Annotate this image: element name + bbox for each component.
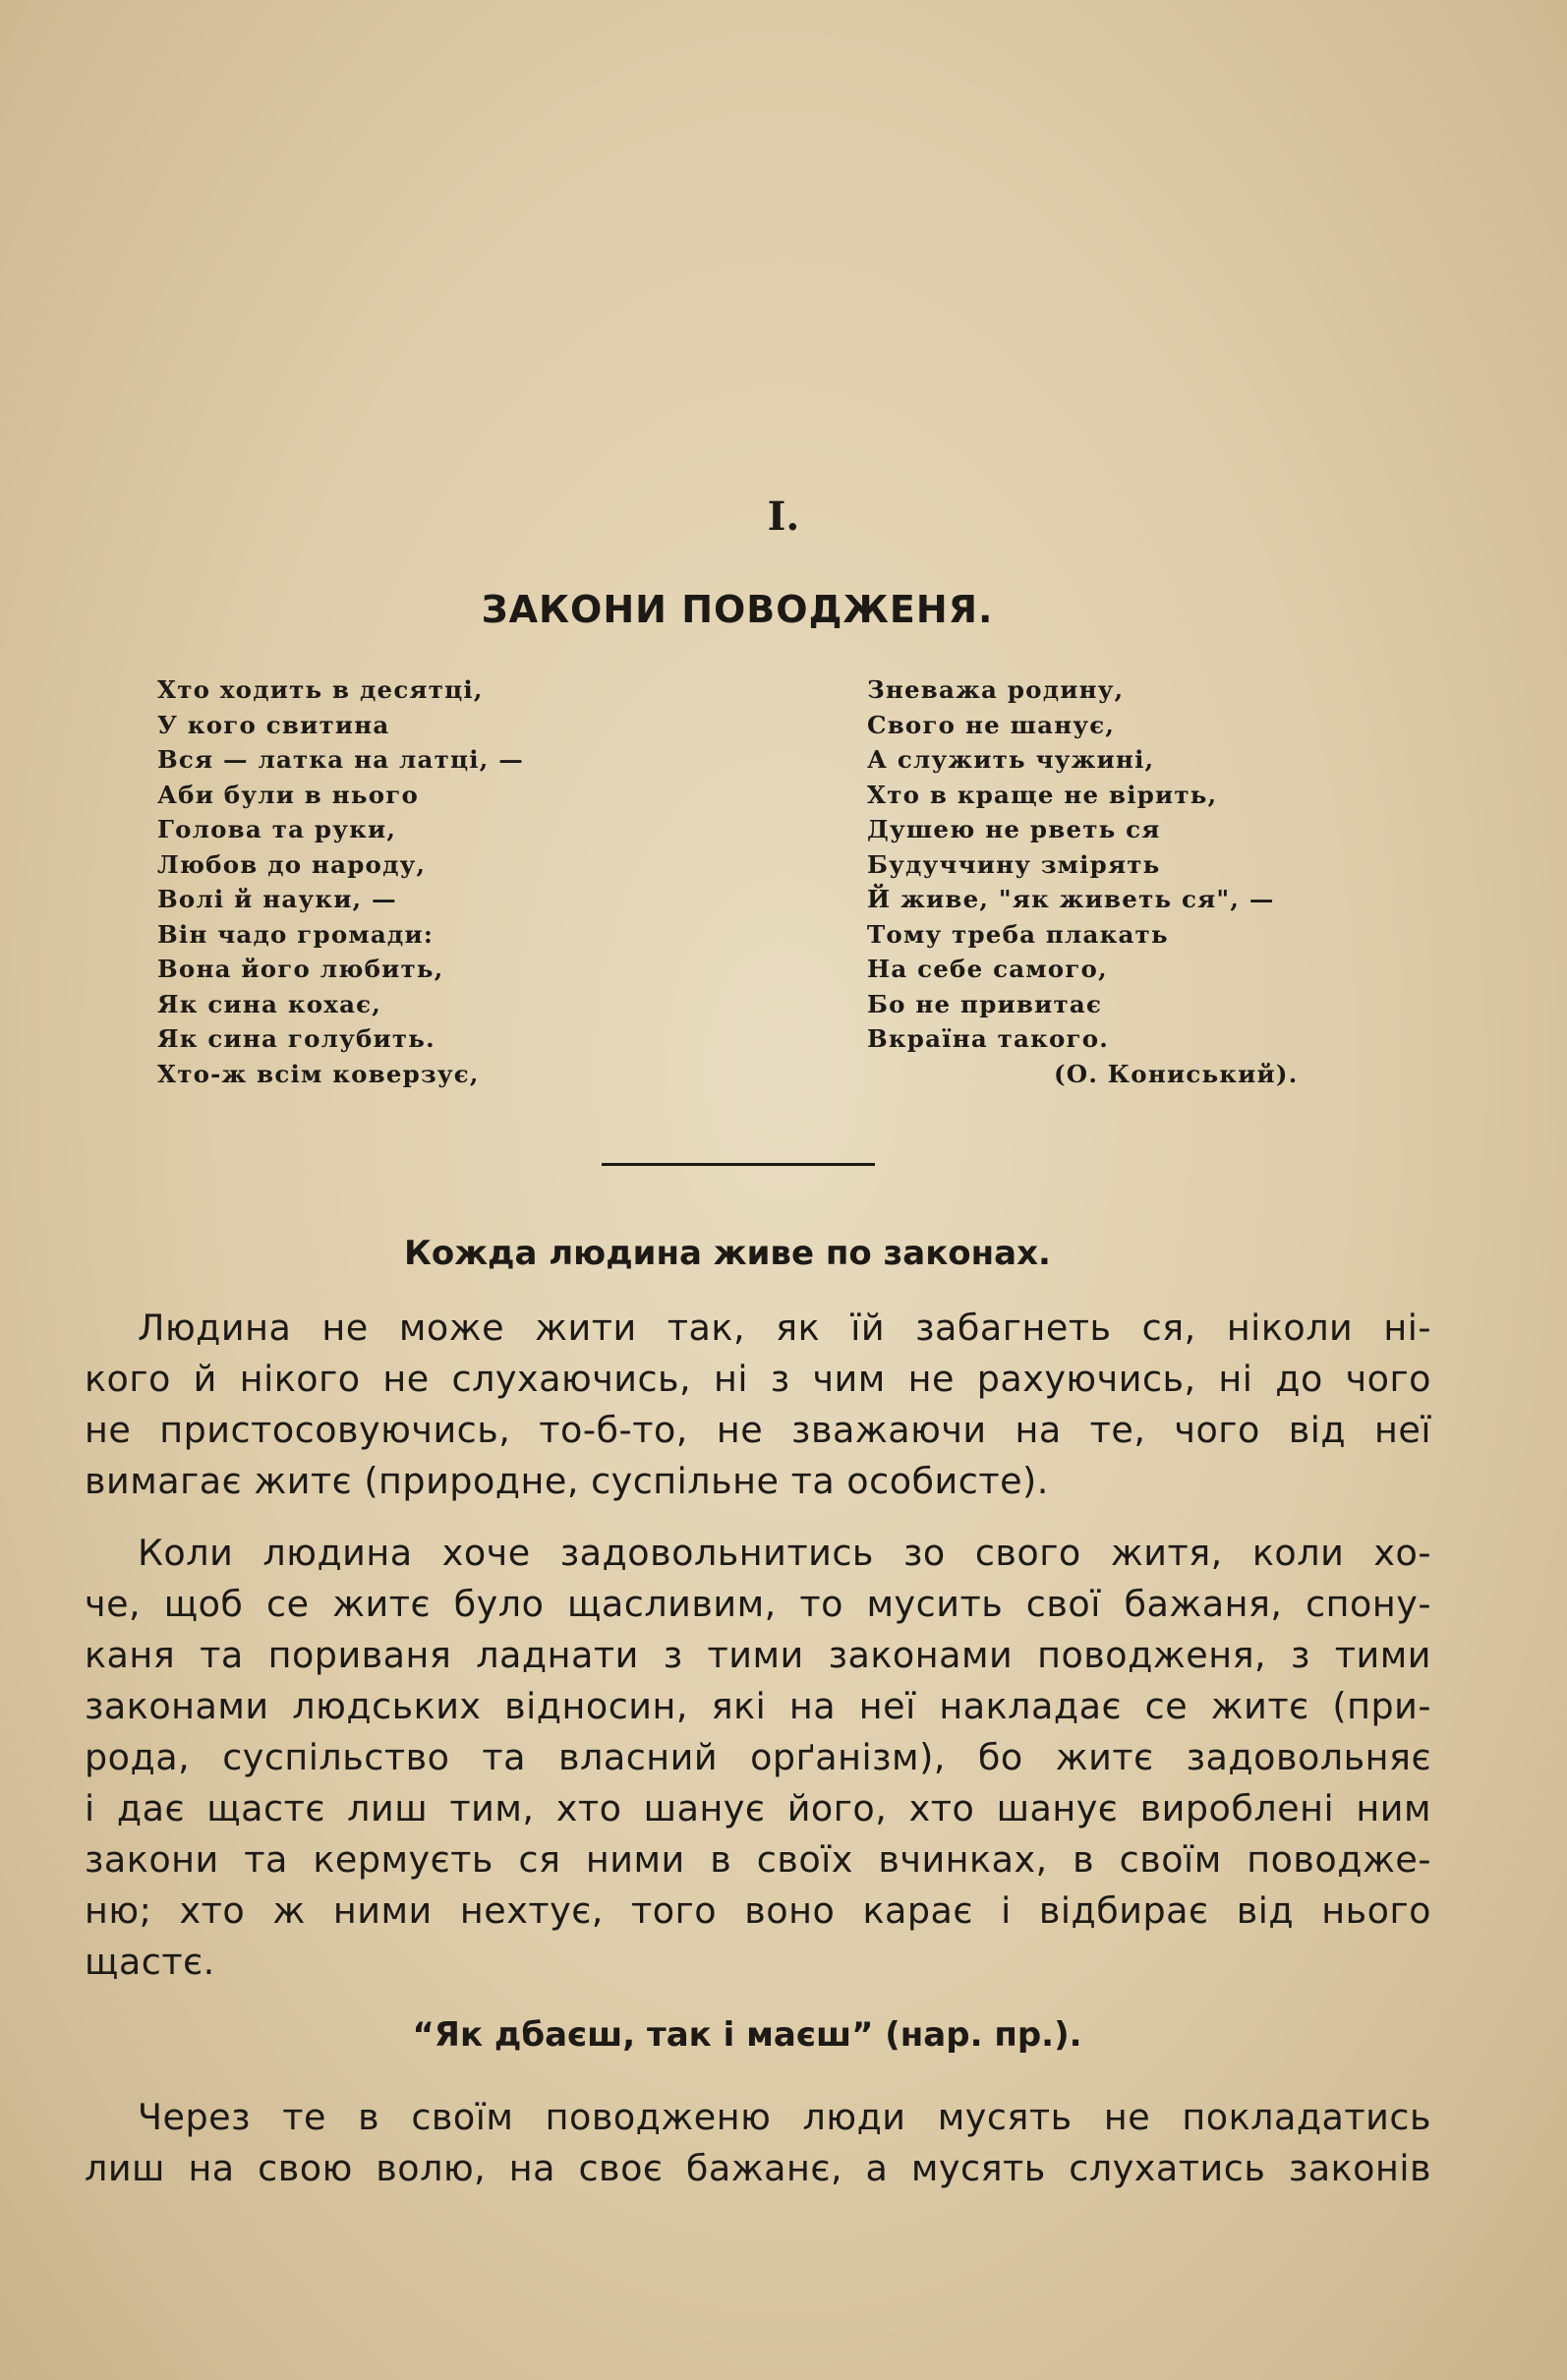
poem-line: Хто ходить в десятці, <box>157 675 484 704</box>
chapter-number: I. <box>767 493 800 540</box>
poem-line: Свого не шанує, <box>867 710 1116 739</box>
section-heading: Кожда людина живе по законах. <box>404 1234 1051 1273</box>
text-line: рода, суспільство та власний орґанізм), бо житє задовольняє <box>85 1736 1431 1778</box>
paragraph-3 <box>85 2092 1431 2194</box>
text-line: законами людських відносин, які на неї накладає се житє (при- <box>85 1685 1431 1727</box>
text-line: кого й нікого не слухаючись, ні з чим не рахуючись, ні до чого <box>85 1358 1431 1400</box>
paragraph-2 <box>85 1528 1431 1988</box>
poem-line: У кого свитина <box>157 710 390 739</box>
poem-line: Вона його любить, <box>157 955 444 983</box>
text-line: ню; хто ж ними нехтує, того воно карає і відбирає від нього <box>85 1889 1431 1932</box>
text-line: лиш на свою волю, на своє бажанє, а мусять слухатись законів <box>85 2147 1431 2189</box>
text-line: каня та пориваня ладнати з тими законами поводженя, з тими <box>85 1634 1431 1676</box>
poem-line: Вся — латка на латці, — <box>157 745 524 774</box>
text-line: Через те в своїм поводженю люди мусять не покладатись <box>138 2096 1431 2138</box>
poem-line: Він чадо громади: <box>157 919 435 949</box>
text-line: не пристосовуючись, то-б-то, не зважаючи на те, чого від неї <box>85 1409 1431 1451</box>
text-line: і дає щастє лиш тим, хто шанує його, хто шанує вироблені ним <box>85 1787 1431 1829</box>
poem-line: Як сина голубить. <box>157 1024 435 1053</box>
poem-line: А служить чужині, <box>867 745 1155 774</box>
poem-line: Тому треба плакать <box>867 919 1169 949</box>
paragraph-1 <box>85 1303 1431 1507</box>
poem-line: Хто-ж всім коверзує, <box>157 1059 480 1088</box>
poem-line: Голова та руки, <box>157 815 397 843</box>
text-line: Коли людина хоче задовольнитись зо свого житя, коли хо- <box>138 1532 1431 1574</box>
poem-line: Душею не рветь ся <box>867 815 1161 843</box>
chapter-title: ЗАКОНИ ПОВОДЖЕНЯ. <box>481 588 994 631</box>
text-line: щастє. <box>85 1941 215 1983</box>
text-line: че, щоб се житє було щасливим, то мусить свої бажаня, спону- <box>85 1583 1431 1625</box>
poem-line: Аби були в нього <box>157 780 420 809</box>
section-divider <box>602 1163 875 1166</box>
poem-line: Волі й науки, — <box>157 885 397 913</box>
text-line: Людина не може жити так, як їй забагнеть ся, ніколи ні- <box>138 1306 1431 1349</box>
proverb-heading: “Як дбаєш, так і маєш” (нар. пр.). <box>412 2015 1082 2055</box>
poem-line: Й живе, "як живеть ся", — <box>867 885 1275 913</box>
poem-left-column <box>157 672 708 1091</box>
poem-line: Хто в краще не вірить, <box>867 780 1218 809</box>
text-line: закони та кермуєть ся ними в своїх вчинках, в своїм поводже- <box>85 1838 1431 1881</box>
text-line: вимагає житє (природне, суспільне та особисте). <box>85 1460 1049 1502</box>
poem-line: Вкраїна такого. <box>867 1024 1110 1053</box>
poem-line: Зневажа родину, <box>867 675 1125 704</box>
poem-right-column <box>867 672 1418 1091</box>
poem-line: Будуччину змірять <box>867 849 1161 879</box>
poem-line: Бо не привитає <box>867 989 1103 1018</box>
poem-author: (О. Кониський). <box>1054 1059 1299 1088</box>
poem-line: Як сина кохає, <box>157 989 382 1018</box>
poem-line: Любов до народу, <box>157 849 427 879</box>
poem-line: На себе самого, <box>867 955 1108 983</box>
